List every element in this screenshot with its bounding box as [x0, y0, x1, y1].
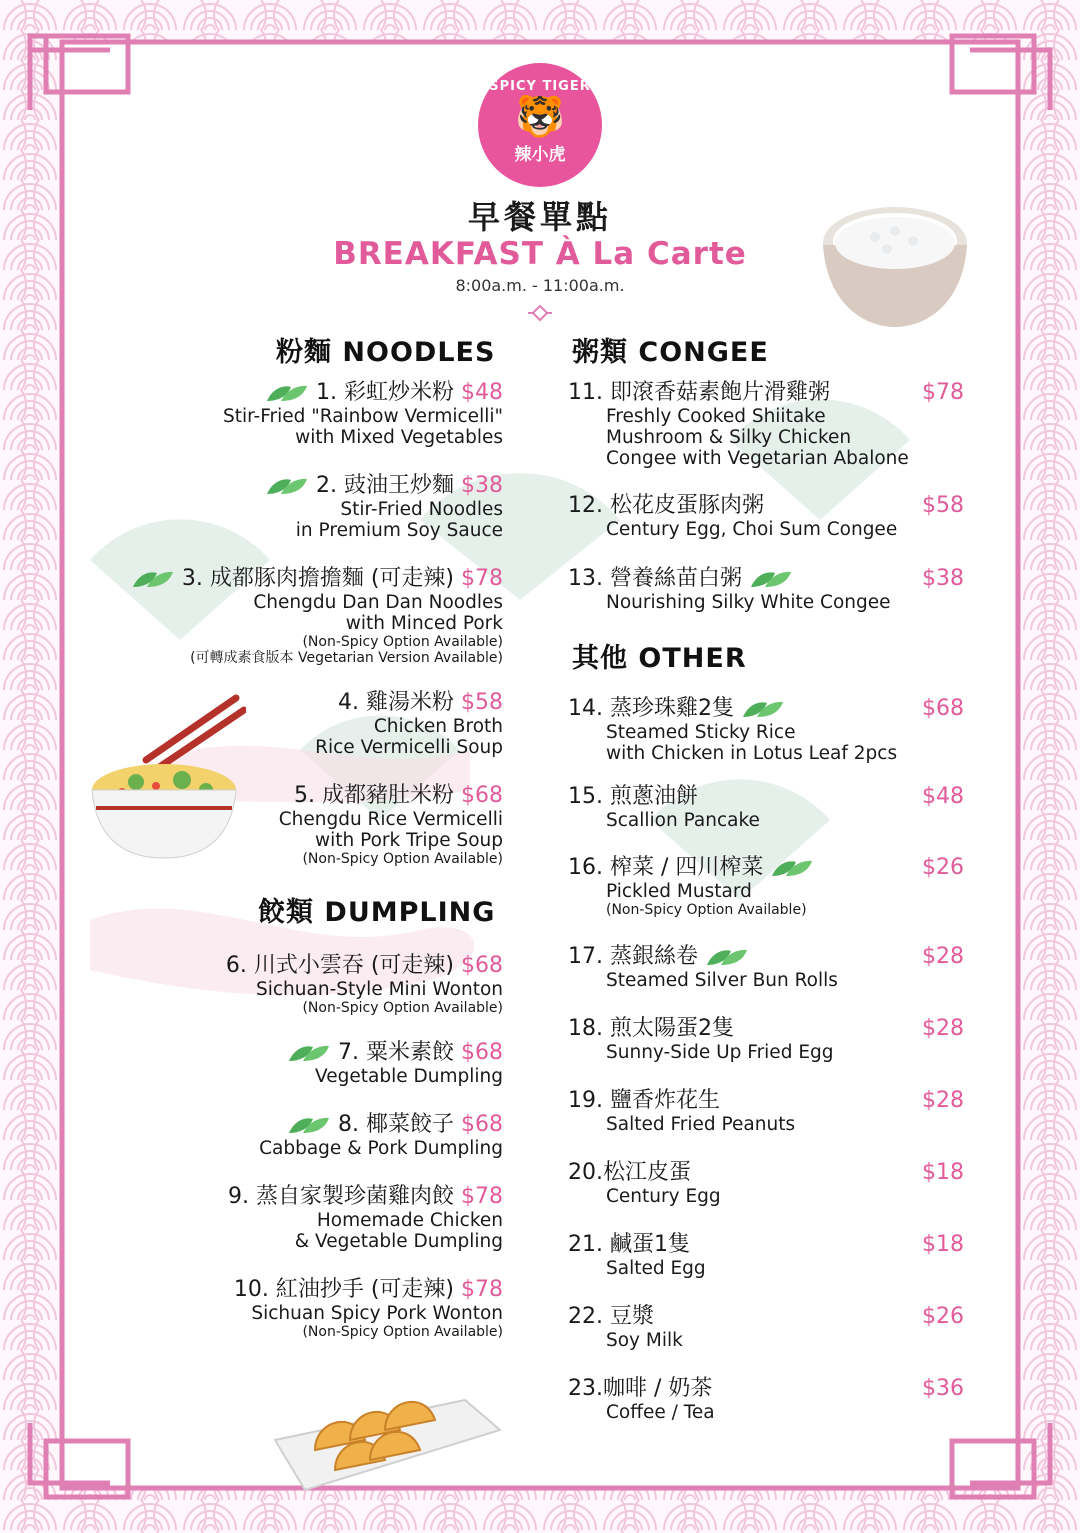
en-1: in Premium Soy Sauce	[295, 520, 503, 541]
menu-item-7	[43, 1040, 503, 1087]
notes-1: (可轉成素食版本 Vegetarian Version Available)	[190, 650, 503, 666]
i2-no: 2.	[315, 473, 337, 498]
en-0: Chengdu Dan Dan Noodles	[253, 592, 503, 613]
tiger-face-icon: 🐯	[515, 94, 565, 140]
en-1: with Mixed Vegetables	[295, 427, 503, 448]
i23-cn: 咖啡 / 奶茶	[603, 1376, 713, 1401]
i16-price: $26	[922, 855, 964, 880]
i12-cn: 松花皮蛋豚肉粥	[610, 493, 765, 518]
dumpling-cn: 餃類	[258, 897, 314, 928]
menu-item-11	[568, 380, 966, 469]
i6-price: $68	[461, 953, 503, 978]
en-1: with Chicken in Lotus Leaf 2pcs	[606, 743, 898, 764]
i13-no: 13.	[568, 566, 603, 591]
leaf-icon	[265, 383, 309, 403]
noodles-en: NOODLES	[342, 337, 496, 368]
i11-cn: 即滾香菇素飽片滑雞粥	[610, 380, 831, 405]
item-title-line	[43, 1184, 503, 1210]
i21-cn: 鹹蛋1隻	[610, 1232, 690, 1257]
congee-en: CONGEE	[638, 337, 769, 368]
item-title-line	[43, 473, 503, 499]
i17-cn: 蒸銀絲卷	[610, 944, 699, 969]
i9-no: 9.	[227, 1184, 249, 1209]
item-title-line	[43, 783, 503, 809]
notes-0: (Non-Spicy Option Available)	[302, 1000, 503, 1016]
notes-0: (Non-Spicy Option Available)	[302, 851, 503, 867]
item-title-line	[43, 380, 503, 406]
i4-cn: 雞湯米粉	[365, 690, 454, 715]
i17-price: $28	[922, 944, 964, 969]
menu-item-5	[43, 783, 503, 867]
i18-price: $28	[922, 1016, 964, 1041]
i16-no: 16.	[568, 855, 603, 880]
en-0: Cabbage & Pork Dumpling	[259, 1138, 503, 1159]
i8-price: $68	[461, 1112, 503, 1137]
i17-no: 17.	[568, 944, 603, 969]
en-2: Congee with Vegetarian Abalone	[606, 448, 909, 469]
menu-item-10	[43, 1277, 503, 1340]
leaf-icon	[287, 1115, 331, 1135]
menu-item-13	[568, 566, 966, 613]
i10-cn: 紅油抄手 (可走辣)	[275, 1277, 454, 1302]
leaf-icon	[741, 699, 785, 719]
section-congee	[572, 330, 769, 369]
i19-price: $28	[922, 1088, 964, 1113]
i13-cn: 營養絲苗白粥	[610, 566, 743, 591]
i16-cn: 榨菜 / 四川榨菜	[610, 855, 764, 880]
i3-price: $78	[461, 566, 503, 591]
leaf-icon	[287, 1043, 331, 1063]
item-title-line	[568, 1088, 966, 1114]
i9-cn: 蒸自家製珍菌雞肉餃	[255, 1184, 454, 1209]
i6-no: 6.	[225, 953, 247, 978]
item-title-line	[43, 1277, 503, 1303]
page-title-chinese: 早餐單點	[467, 198, 612, 236]
dumpling-plate-image	[255, 1360, 505, 1500]
leaf-icon	[705, 947, 749, 967]
en-1: Mushroom & Silky Chicken	[606, 427, 852, 448]
i14-cn: 蒸珍珠雞2隻	[610, 696, 734, 721]
i22-no: 22.	[568, 1304, 603, 1329]
menu-item-12	[568, 493, 966, 540]
en-0: Salted Egg	[606, 1258, 706, 1279]
i1-price: $48	[461, 380, 503, 405]
en-0: Sichuan-Style Mini Wonton	[256, 979, 503, 1000]
dumpling-en: DUMPLING	[324, 897, 496, 928]
i14-no: 14.	[568, 696, 603, 721]
item-title-line	[43, 566, 503, 592]
item-title-line	[568, 566, 966, 592]
logo-chinese-text: 辣小虎	[514, 145, 566, 165]
menu-item-18	[568, 1016, 966, 1063]
item-title-line	[43, 953, 503, 979]
section-other	[572, 636, 747, 675]
i12-no: 12.	[568, 493, 603, 518]
menu-item-8	[43, 1112, 503, 1159]
item-title-line	[568, 1232, 966, 1258]
i21-price: $18	[922, 1232, 964, 1257]
section-noodles	[276, 330, 495, 369]
en-0: Vegetable Dumpling	[315, 1066, 503, 1087]
en-1: Rice Vermicelli Soup	[315, 737, 503, 758]
item-title-line	[568, 784, 966, 810]
menu-item-1	[43, 380, 503, 448]
menu-item-6	[43, 953, 503, 1016]
i22-price: $26	[922, 1304, 964, 1329]
i2-price: $38	[461, 473, 503, 498]
i19-cn: 鹽香炸花生	[610, 1088, 721, 1113]
i8-cn: 椰菜餃子	[365, 1112, 454, 1137]
i8-no: 8.	[337, 1112, 359, 1137]
spicy-tiger-logo	[478, 63, 602, 187]
notes-0: (Non-Spicy Option Available)	[302, 1324, 503, 1340]
item-title-line	[568, 1376, 966, 1402]
en-0: Century Egg, Choi Sum Congee	[606, 519, 898, 540]
item-title-line	[568, 1160, 966, 1186]
en-0: Chicken Broth	[373, 716, 503, 737]
i11-no: 11.	[568, 380, 603, 405]
i6-cn: 川式小雲吞 (可走辣)	[253, 953, 454, 978]
en-0: Soy Milk	[606, 1330, 683, 1351]
i5-price: $68	[461, 783, 503, 808]
i12-price: $58	[922, 493, 964, 518]
other-en: OTHER	[638, 643, 747, 674]
menu-item-23	[568, 1376, 966, 1423]
i10-price: $78	[461, 1277, 503, 1302]
en-0: Pickled Mustard	[606, 881, 752, 902]
i20-no: 20.	[568, 1160, 603, 1185]
item-title-line	[43, 1112, 503, 1138]
i7-cn: 粟米素餃	[365, 1040, 454, 1065]
en-0: Sichuan Spicy Pork Wonton	[251, 1303, 503, 1324]
i1-no: 1.	[315, 380, 337, 405]
en-0: Century Egg	[606, 1186, 721, 1207]
i1-cn: 彩虹炒米粉	[343, 380, 454, 405]
noodles-cn: 粉麵	[276, 337, 332, 368]
item-title-line	[568, 855, 966, 881]
menu-item-2	[43, 473, 503, 541]
en-0: Steamed Silver Bun Rolls	[606, 970, 838, 991]
en-0: Coffee / Tea	[606, 1402, 715, 1423]
i23-no: 23.	[568, 1376, 603, 1401]
en-1: with Pork Tripe Soup	[314, 830, 503, 851]
en-0: Sunny-Side Up Fried Egg	[606, 1042, 834, 1063]
i20-price: $18	[922, 1160, 964, 1185]
en-0: Nourishing Silky White Congee	[606, 592, 891, 613]
item-title-line	[568, 1304, 966, 1330]
i15-cn: 煎蔥油餅	[610, 784, 699, 809]
i14-price: $68	[922, 696, 964, 721]
menu-item-21	[568, 1232, 966, 1279]
en-0: Chengdu Rice Vermicelli	[278, 809, 503, 830]
notes-0: (Non-Spicy Option Available)	[302, 634, 503, 650]
item-title-line	[568, 1016, 966, 1042]
menu-item-20	[568, 1160, 966, 1207]
i5-no: 5.	[293, 783, 315, 808]
i9-price: $78	[461, 1184, 503, 1209]
i10-no: 10.	[233, 1277, 269, 1302]
leaf-icon	[131, 569, 175, 589]
i19-no: 19.	[568, 1088, 603, 1113]
i5-cn: 成都豬肚米粉	[321, 783, 454, 808]
i15-no: 15.	[568, 784, 603, 809]
congee-cn: 粥類	[572, 337, 628, 368]
menu-item-9	[43, 1184, 503, 1252]
en-0: Salted Fried Peanuts	[606, 1114, 796, 1135]
i2-cn: 豉油王炒麵	[343, 473, 454, 498]
item-title-line	[568, 696, 966, 722]
menu-item-15	[568, 784, 966, 831]
en-0: Stir-Fried Noodles	[340, 499, 503, 520]
i4-no: 4.	[337, 690, 359, 715]
i7-no: 7.	[337, 1040, 359, 1065]
other-cn: 其他	[572, 643, 628, 674]
item-title-line	[568, 493, 966, 519]
i11-price: $78	[922, 380, 964, 405]
lattice-ornament-icon	[528, 304, 552, 322]
page-title-english: BREAKFAST À La Carte	[333, 236, 747, 272]
section-dumpling	[258, 890, 495, 929]
logo-brand-text: SPICY TIGER	[489, 79, 591, 94]
en-0: Steamed Sticky Rice	[606, 722, 796, 743]
i3-no: 3.	[181, 566, 203, 591]
opening-hours: 8:00a.m. - 11:00a.m.	[455, 276, 625, 295]
i18-cn: 煎太陽蛋2隻	[610, 1016, 734, 1041]
i4-price: $58	[461, 690, 503, 715]
menu-item-22	[568, 1304, 966, 1351]
i13-price: $38	[922, 566, 964, 591]
i23-price: $36	[922, 1376, 964, 1401]
menu-item-3	[43, 566, 503, 666]
item-title-line	[568, 944, 966, 970]
i15-price: $48	[922, 784, 964, 809]
en-1: with Minced Pork	[345, 613, 503, 634]
menu-item-17	[568, 944, 966, 991]
menu-item-14	[568, 696, 966, 764]
i20-cn: 松江皮蛋	[603, 1160, 692, 1185]
item-title-line	[568, 380, 966, 406]
en-0: Scallion Pancake	[606, 810, 760, 831]
menu-item-16	[568, 855, 966, 918]
menu-item-19	[568, 1088, 966, 1135]
en-0: Homemade Chicken	[316, 1210, 503, 1231]
leaf-icon	[770, 858, 814, 878]
i21-no: 21.	[568, 1232, 603, 1257]
item-title-line	[43, 1040, 503, 1066]
en-0: Stir-Fried "Rainbow Vermicelli"	[222, 406, 503, 427]
leaf-icon	[265, 476, 309, 496]
en-0: Freshly Cooked Shiitake	[606, 406, 826, 427]
i22-cn: 豆漿	[610, 1304, 655, 1329]
i7-price: $68	[461, 1040, 503, 1065]
congee-bowl-image	[815, 195, 975, 335]
leaf-icon	[749, 569, 793, 589]
notes-0: (Non-Spicy Option Available)	[606, 902, 807, 918]
i18-no: 18.	[568, 1016, 603, 1041]
i3-cn: 成都豚肉擔擔麵 (可走辣)	[209, 566, 454, 591]
en-1: & Vegetable Dumpling	[294, 1231, 503, 1252]
